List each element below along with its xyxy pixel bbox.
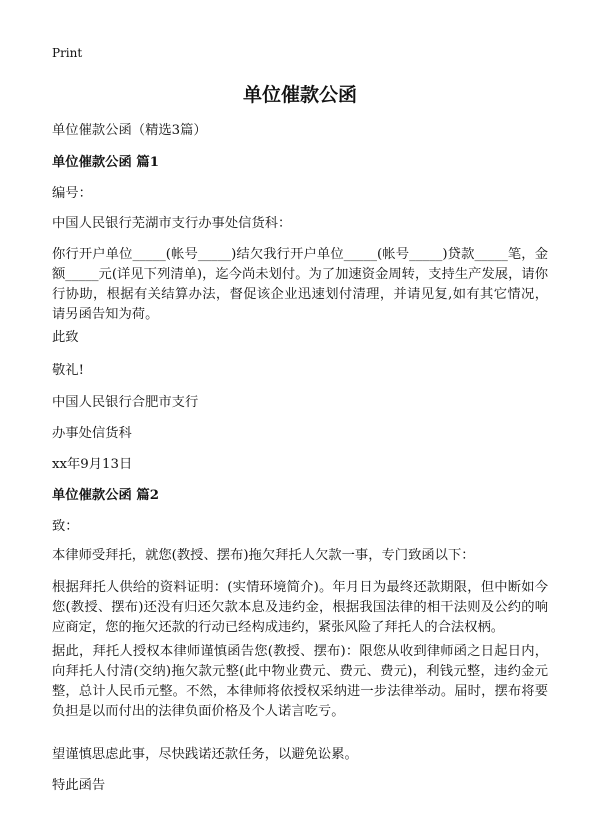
article1-number: 编号： — [52, 186, 92, 201]
article2-para1: 本律师受拜托，就您(教授、摆布)拖欠拜托人欠款一事，专门致函以下： — [52, 548, 475, 563]
document-subtitle: 单位催款公函（精选3篇） — [52, 123, 207, 138]
article2-para2: 根据拜托人供给的资料证明：(实情环境简介)。年月日为最终还款期限，但中断如今您(教授、摆布)还没有归还欠款本息及违约金，根据我国法律的相干法则及公约的响应商定，您的拖欠还款的行动已经构成违约，紧张风险了拜托人的合法权柄。 — [52, 580, 548, 635]
article1-sender2: 办事处信货科 — [52, 426, 132, 441]
article1-heading: 单位催款公函 篇1 — [52, 155, 159, 170]
document-title: 单位催款公函 — [242, 84, 357, 106]
article1-closing2: 敬礼! — [52, 363, 84, 378]
article1-sender1: 中国人民银行合肥市支行 — [52, 395, 199, 410]
article2-heading: 单位催款公函 篇2 — [52, 488, 159, 503]
article2-closing: 特此函告 — [52, 778, 106, 793]
article2-para4: 望谨慎思虑此事，尽快践诺还款任务，以避免讼累。 — [52, 747, 358, 762]
article1-date: xx年9月13日 — [52, 457, 133, 472]
article1-closing1: 此致 — [52, 330, 79, 345]
print-link[interactable]: Print — [52, 46, 83, 60]
article1-body: 你行开户单位_____(帐号_____)结欠我行开户单位_____(帐号_____)贷款_____笔，金额_____元(详见下列清单)，迄今尚未划付。为了加速资金周转，支持生产发展，请你行协助，根据有关结算办法，督促该企业迅速划付清理，并请见复,如有其它情况，请另函告知为荷。 — [52, 247, 548, 322]
article2-to: 致： — [52, 519, 79, 534]
article2-para3: 据此，拜托人授权本律师谨慎函告您(教授、摆布)：限您从收到律师函之日起日内，向拜托人付清(交纳)拖欠款元整(此中物业费元、费元、费元)，利钱元整，违约金元整，总计人民币元整。不然，本律师将依授权采纳进一步法律举动。届时，摆布将要负担是以而付出的法律负面价格及个人诺言吃亏。 — [52, 644, 548, 719]
article1-recipient: 中国人民银行芜湖市支行办事处信货科： — [52, 216, 292, 231]
